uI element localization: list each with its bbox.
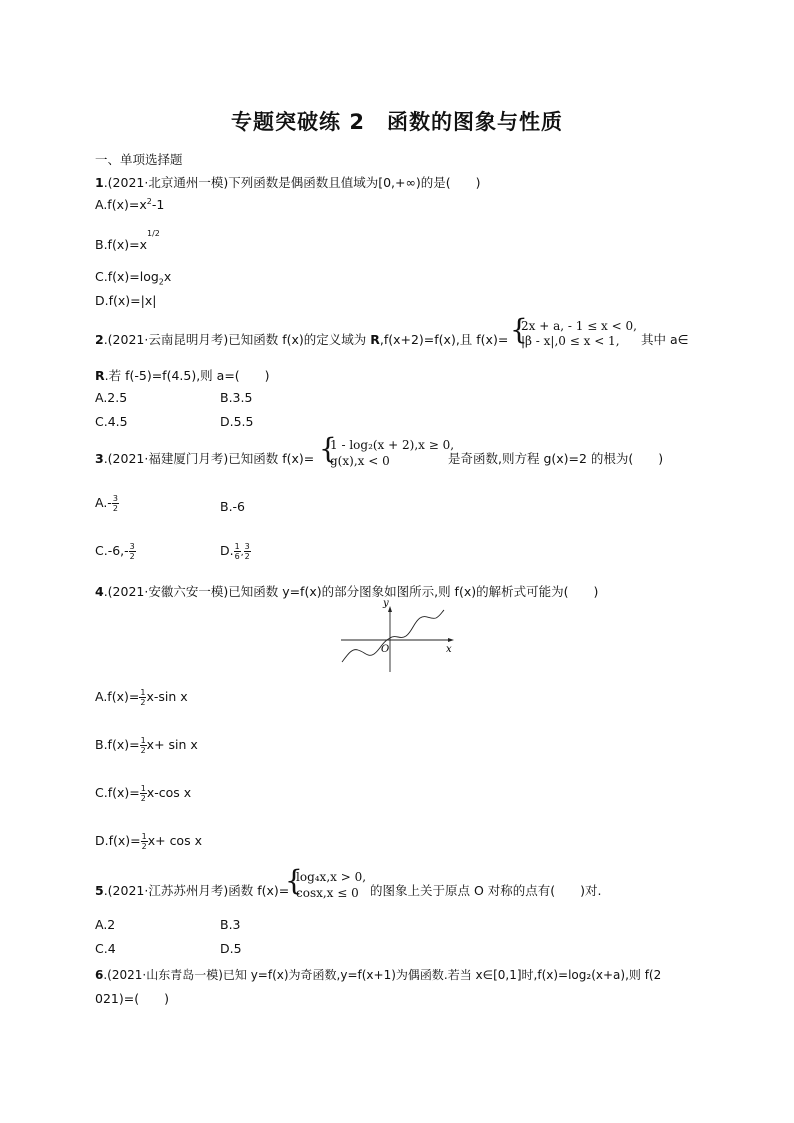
question-stem: .(2021·北京通州一模)下列函数是偶函数且值域为[0,+∞)的是( ) (103, 175, 481, 190)
question-stem: .若 f(-5)=f(4.5),则 a=( ) (104, 368, 270, 383)
piecewise-case-2: |β - x|,0 ≤ x < 1, (521, 334, 620, 348)
question-5 (95, 881, 289, 899)
question-stem: .(2021·福建厦门月考)已知函数 f(x)= (103, 451, 315, 466)
piecewise-case-2: cosx,x ≤ 0 (296, 886, 359, 900)
question-6-line2: 021)=( ) (95, 991, 169, 1006)
question-stem: 的图象上关于原点 O 对称的点有( )对. (370, 883, 602, 898)
option-4b (95, 736, 198, 755)
numerator: 1 (140, 688, 146, 697)
denominator: 2 (140, 794, 146, 803)
option-3a (95, 494, 119, 513)
fraction (140, 736, 147, 755)
piecewise-case-2: g(x),x < 0 (330, 454, 390, 468)
option-text: D.f(x)= (95, 833, 141, 848)
question-stem: .(2021·江苏苏州月考)函数 f(x)= (103, 883, 290, 898)
denominator: 2 (112, 504, 118, 513)
option-text: B.f(x)= (95, 737, 140, 752)
question-3 (95, 449, 314, 467)
option-3c (95, 542, 136, 561)
y-axis-label: y (383, 598, 389, 609)
question-stem: .(2021·山东青岛一模)已知 y=f(x)为奇函数,y=f(x+1)为偶函数.若当 x∈[0,1]时,f(x)=log₂(x+a),则 f(2 (103, 968, 662, 982)
numerator: 1 (140, 736, 146, 745)
question-stem: .(2021·安徽六安一模)已知函数 y=f(x)的部分图象如图所示,则 f(x)的解析式可能为( ) (103, 584, 599, 599)
question-1 (95, 173, 481, 191)
option-2b: B.3.5 (220, 390, 253, 405)
numerator: 1 (234, 542, 240, 551)
fraction (112, 494, 119, 513)
option-1d: D.f(x)=|x| (95, 293, 157, 308)
option-text: C.-6,- (95, 543, 129, 558)
fraction (141, 832, 148, 851)
option-5d: D.5 (220, 941, 242, 956)
option-3d (220, 542, 251, 561)
numerator: 3 (129, 542, 135, 551)
question-2-line2 (95, 366, 270, 384)
option-text: -1 (151, 197, 165, 213)
superscript: 2 (146, 197, 152, 206)
numerator: 1 (140, 784, 146, 793)
option-5a: A.2 (95, 917, 116, 932)
fraction (140, 784, 147, 803)
option-1b (95, 229, 160, 253)
question-stem: 是奇函数,则方程 g(x)=2 的根为( ) (448, 451, 664, 466)
question-2 (95, 330, 508, 348)
function-graph (338, 598, 460, 674)
x-axis-label: x (446, 644, 452, 655)
option-text: x-sin x (146, 689, 188, 704)
real-set-symbol: R (95, 368, 105, 383)
question-stem: .(2021·云南昆明月考)已知函数 f(x)的定义域为 (103, 332, 371, 347)
option-4c (95, 784, 191, 803)
option-text: A.f(x)=x (95, 197, 147, 213)
piecewise-brace: { (285, 864, 303, 897)
option-4a (95, 688, 188, 707)
question-number: 1 (95, 175, 104, 190)
fraction (129, 542, 136, 561)
question-6 (95, 966, 661, 983)
piecewise-case-1: 1 - log₂(x + 2),x ≥ 0, (330, 438, 455, 452)
denominator: 6 (234, 552, 240, 561)
option-text: A.- (95, 495, 112, 510)
option-5c: C.4 (95, 941, 116, 956)
fraction (234, 542, 241, 561)
subscript: 2 (158, 277, 164, 287)
question-number: 5 (95, 883, 104, 898)
numerator: 3 (244, 542, 250, 551)
option-1c (95, 269, 171, 287)
option-5b: B.3 (220, 917, 241, 932)
option-2c: C.4.5 (95, 414, 128, 429)
option-2a: A.2.5 (95, 390, 128, 405)
option-2d: D.5.5 (220, 414, 254, 429)
numerator: 3 (112, 494, 118, 503)
option-text: C.f(x)=log (95, 269, 159, 284)
denominator: 2 (244, 552, 250, 561)
piecewise-brace: { (319, 432, 337, 465)
option-1a (95, 197, 164, 212)
fraction (244, 542, 251, 561)
option-text: x-cos x (146, 785, 192, 800)
piecewise-brace: { (510, 313, 528, 346)
origin-label: O (381, 644, 390, 655)
option-text: x+ sin x (146, 737, 198, 752)
piecewise-case-1: log₄x,x > 0, (296, 870, 367, 884)
question-stem: ,f(x+2)=f(x),且 f(x)= (379, 332, 509, 347)
numerator: 1 (141, 832, 147, 841)
denominator: 2 (129, 552, 135, 561)
piecewise-case-1: 2x + a, - 1 ≤ x < 0, (521, 319, 637, 333)
x-axis-arrow (448, 638, 454, 642)
option-text: x+ cos x (147, 833, 202, 848)
option-3b: B.-6 (220, 499, 246, 514)
option-text: x (163, 269, 172, 284)
option-text: A.f(x)= (95, 689, 140, 704)
question-number: 3 (95, 451, 104, 466)
option-text: D. (220, 543, 234, 558)
section-heading: 一、单项选择题 (95, 152, 183, 167)
option-text: C.f(x)= (95, 785, 140, 800)
separator: , (240, 548, 244, 558)
denominator: 2 (141, 842, 147, 851)
superscript: 1/2 (146, 229, 160, 238)
denominator: 2 (140, 746, 146, 755)
question-number: 6 (95, 968, 104, 982)
curve (342, 610, 444, 662)
question-number: 4 (95, 584, 104, 599)
option-text: B.f(x)=x (95, 237, 147, 253)
real-set-symbol: R (370, 332, 380, 347)
question-number: 2 (95, 332, 104, 347)
question-stem: 其中 a∈ (641, 332, 689, 347)
option-4d (95, 832, 202, 851)
page-title: 专题突破练 2 函数的图象与性质 (231, 110, 563, 134)
denominator: 2 (140, 698, 146, 707)
